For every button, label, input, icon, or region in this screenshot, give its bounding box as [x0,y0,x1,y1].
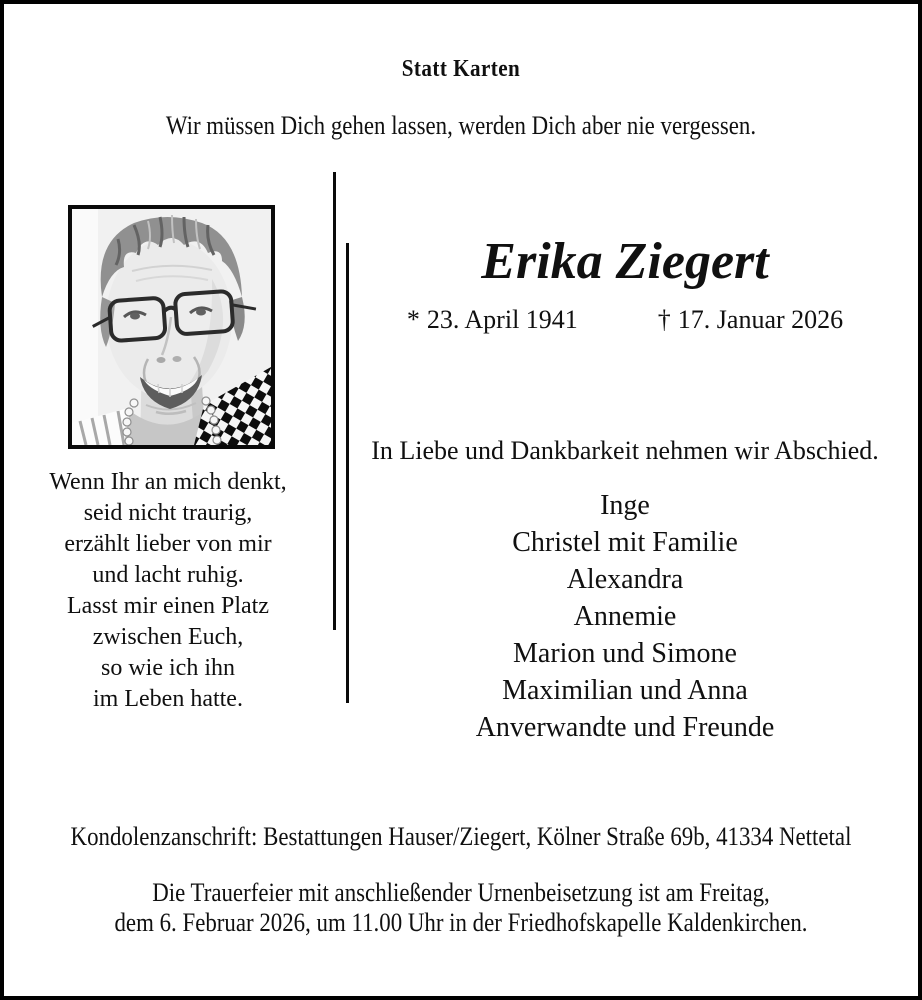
funeral-info [59,878,863,938]
mourners-list [340,487,910,746]
mourner-name: Inge [600,490,650,521]
mourner-name: Maximilian und Anna [502,675,748,706]
mourner-name: Christel mit Familie [512,527,738,558]
mourner-name: Annemie [573,601,677,632]
funeral-line: Die Trauerfeier mit anschließender Urnenbeisetzung ist am Freitag, [152,878,770,907]
poem-line: erzählt lieber von mir [64,531,272,557]
mourner-name: Alexandra [566,564,684,595]
poem-line: Wenn Ihr an mich denkt, [49,469,287,495]
mourner-name: Anverwandte und Freunde [475,712,775,743]
farewell-line: In Liebe und Dankbarkeit nehmen wir Abschied. [371,436,879,465]
poem-line: so wie ich ihn [101,655,235,681]
memorial-poem [18,467,318,715]
deceased-name: Erika Ziegert [481,233,769,290]
portrait-photo [68,205,275,449]
poem-line: zwischen Euch, [92,624,244,650]
poem-line: Lasst mir einen Platz [67,593,269,619]
intro-line: Wir müssen Dich gehen lassen, werden Dich aber nie vergessen. [165,111,757,140]
poem-line: im Leben hatte. [93,686,243,712]
birth-star-icon: * [406,305,420,334]
death-date [658,307,843,333]
poem-line: seid nicht traurig, [83,500,253,526]
poem-line: und lacht ruhig. [92,562,244,588]
pre-title: Statt Karten [401,56,521,82]
birth-date-text: 23. April 1941 [426,305,578,334]
portrait-illustration [72,209,271,445]
divider-rule-left [333,172,336,630]
life-dates [340,307,910,333]
birth-date [407,307,578,333]
death-date-text: 17. Januar 2026 [677,305,844,334]
condolence-address: Kondolenzanschrift: Bestattungen Hauser/Ziegert, Kölner Straße 69b, 41334 Nettetal [70,822,852,851]
death-cross-icon: † [657,305,671,334]
mourner-name: Marion und Simone [513,638,737,669]
funeral-line: dem 6. Februar 2026, um 11.00 Uhr in der Friedhofskapelle Kaldenkirchen. [114,908,808,937]
